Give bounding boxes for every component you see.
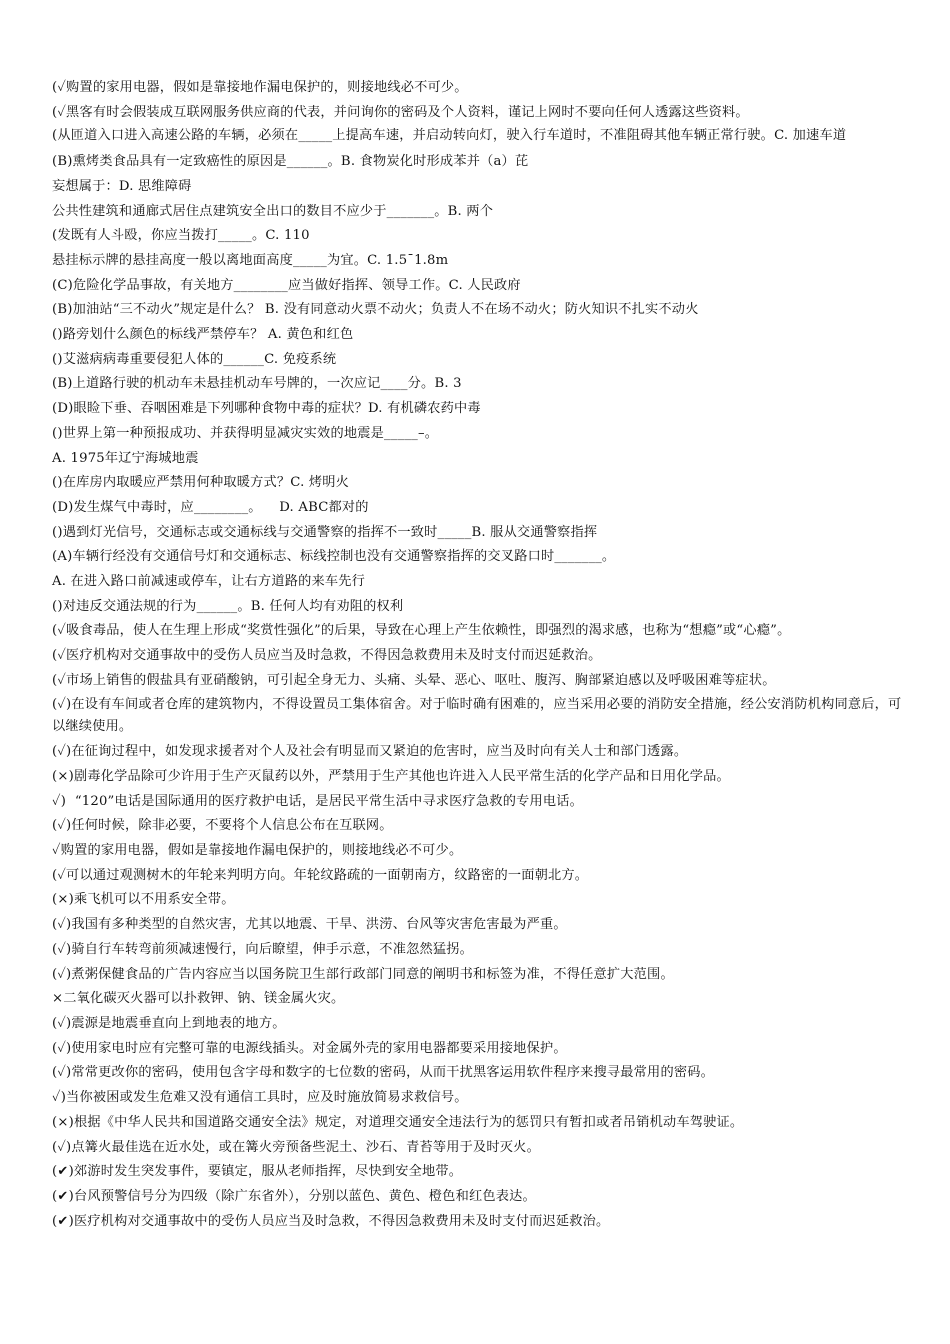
- text-line: (✓)骑自行车转弯前须减速慢行，向后瞭望，伸手示意，不准忽然猛拐。: [52, 941, 474, 957]
- text-line: (C)危险化学品事故，有关地方________应当做好指挥、领导工作。C. 人民政府: [52, 277, 521, 293]
- text-line: (✓吸食毒品，使人在生理上形成“奖赏性强化”的后果，导致在心理上产生依赖性，即强烈的渴求感，也称为“想瘾”或“心瘾”。: [52, 623, 791, 639]
- text-line: (✓医疗机构对交通事故中的受伤人员应当及时急救，不得因急救费用未及时支付而迟延救治。: [52, 648, 602, 664]
- text-line: (✓可以通过观测树木的年轮来判明方向。年轮纹路疏的一面朝南方，纹路密的一面朝北方。: [52, 867, 589, 883]
- text-line: ()世界上第一种预报成功、并获得明显减灾实效的地震是_____–。: [52, 425, 439, 441]
- text-line: (×)根据《中华人民共和国道路交通安全法》规定，对道理交通安全违法行为的惩罚只有暂扣或者吊销机动车驾驶证。: [52, 1114, 744, 1130]
- text-line: 悬挂标示牌的悬挂高度一般以离地面高度_____为宜。C. 1.5¯1.8m: [52, 252, 449, 268]
- text-line: ()遇到灯光信号，交通标志或交通标线与交通警察的指挥不一致时_____B. 服从交通警察指挥: [52, 524, 598, 540]
- text-line: ✓购置的家用电器，假如是靠接地作漏电保护的，则接地线必不可少。: [52, 843, 463, 859]
- text-line: ()艾滋病病毒重要侵犯人体的______C. 免疫系统: [52, 351, 337, 367]
- text-line: (B)加油站“三不动火”规定是什么？ B. 没有同意动火票不动火；负责人不在场不动火；防火知识不扎实不动火: [52, 302, 699, 318]
- text-line: (✔)医疗机构对交通事故中的受伤人员应当及时急救，不得因急救费用未及时支付而迟延救治。: [52, 1213, 610, 1229]
- text-line: (✓)在设有车间或者仓库的建筑物内，不得设置员工集体宿舍。对于临时确有困难的，应当采用必要的消防安全措施，经公安消防机构同意后，可以继续使用。: [52, 696, 902, 734]
- text-line: (×)剧毒化学品除可少许用于生产灭鼠药以外，严禁用于生产其他也许进入人民平常生活的化学产品和日用化学品。: [52, 768, 730, 784]
- text-line: 妄想属于：D. 思维障碍: [52, 178, 192, 194]
- text-line: A. 1975年辽宁海城地震: [52, 450, 199, 466]
- text-line: (✓黑客有时会假装成互联网服务供应商的代表，并问询你的密码及个人资料，谨记上网时不要向任何人透露这些资料。: [52, 104, 749, 120]
- text-line: (✓)使用家电时应有完整可靠的电源线插头。对金属外壳的家用电器都要采用接地保护。: [52, 1040, 567, 1056]
- text-line: (D)眼睑下垂、吞咽困难是下列哪种食物中毒的症状？D. 有机磷农药中毒: [52, 401, 481, 417]
- document-body: [52, 76, 902, 1234]
- text-line: (✓)我国有多种类型的自然灾害，尤其以地震、干旱、洪涝、台风等灾害危害最为严重。: [52, 917, 567, 933]
- text-line: ()在库房内取暖应严禁用何种取暖方式？C. 烤明火: [52, 475, 350, 491]
- text-line: (B)上道路行驶的机动车未悬挂机动车号牌的，一次应记____分。B. 3: [52, 376, 462, 392]
- text-line: (✓购置的家用电器，假如是靠接地作漏电保护的，则接地线必不可少。: [52, 80, 468, 95]
- text-line: A. 在进入路口前减速或停车，让右方道路的来车先行: [52, 574, 366, 590]
- text-line: (从匝道入口进入高速公路的车辆，必须在_____上提高车速，并启动转向灯，驶入行车道时，不准阻碍其他车辆正常行驶。C. 加速车道: [52, 128, 847, 144]
- text-line: (✓)煮粥保健食品的广告内容应当以国务院卫生部行政部门同意的阐明书和标签为准，不得任意扩大范围。: [52, 966, 674, 982]
- text-line: 公共性建筑和通廊式居住点建筑安全出口的数目不应少于_______。B. 两个: [52, 203, 494, 219]
- text-line: (×)乘飞机可以不用系安全带。: [52, 892, 235, 908]
- text-line: (✓)震源是地震垂直向上到地表的地方。: [52, 1015, 286, 1031]
- text-line: (✓)在征询过程中，如发现求援者对个人及社会有明显而又紧迫的危害时，应当及时向有关人士和部门透露。: [52, 744, 688, 760]
- text-line: (✔)台风预警信号分为四级（除广东省外），分别以蓝色、黄色、橙色和红色表达。: [52, 1188, 536, 1204]
- text-line: (✓)常常更改你的密码，使用包含字母和数字的七位数的密码，从而干扰黑客运用软件程序来搜寻最常用的密码。: [52, 1065, 714, 1081]
- text-line: (✓)任何时候，除非必要，不要将个人信息公布在互联网。: [52, 818, 393, 834]
- text-line: ✓) “120”电话是国际通用的医疗救护电话，是居民平常生活中寻求医疗急救的专用电话。: [52, 793, 584, 809]
- text-line: (D)发生煤气中毒时，应________。 D. ABC都对的: [52, 499, 369, 515]
- text-line: (A)车辆行经没有交通信号灯和交通标志、标线控制也没有交通警察指挥的交叉路口时_______。: [52, 549, 616, 565]
- text-line: (B)熏烤类食品具有一定致癌性的原因是______。B. 食物炭化时形成苯并（a）芘: [52, 154, 529, 170]
- text-line: ()路旁划什么颜色的标线严禁停车？ A. 黄色和红色: [52, 327, 354, 343]
- text-line: (✔)郊游时发生突发事件，要镇定，服从老师指挥，尽快到安全地带。: [52, 1164, 463, 1180]
- text-line: ×二氧化碳灭火器可以扑救钾、钠、镁金属火灾。: [52, 991, 345, 1007]
- text-line: (✓)点篝火最佳选在近水处，或在篝火旁预备些泥土、沙石、青苔等用于及时灭火。: [52, 1139, 540, 1155]
- text-line: ()对违反交通法规的行为______。B. 任何人均有劝阻的权利: [52, 598, 404, 614]
- text-line: ✓)当你被困或发生危难又没有通信工具时，应及时施放简易求救信号。: [52, 1090, 468, 1106]
- text-line: (发既有人斗殴，你应当拨打_____。C. 110: [52, 228, 310, 244]
- text-line: (✓市场上销售的假盐具有亚硝酸钠，可引起全身无力、头痛、头晕、恶心、呕吐、腹泻、胸部紧迫感以及呼吸困难等症状。: [52, 672, 776, 688]
